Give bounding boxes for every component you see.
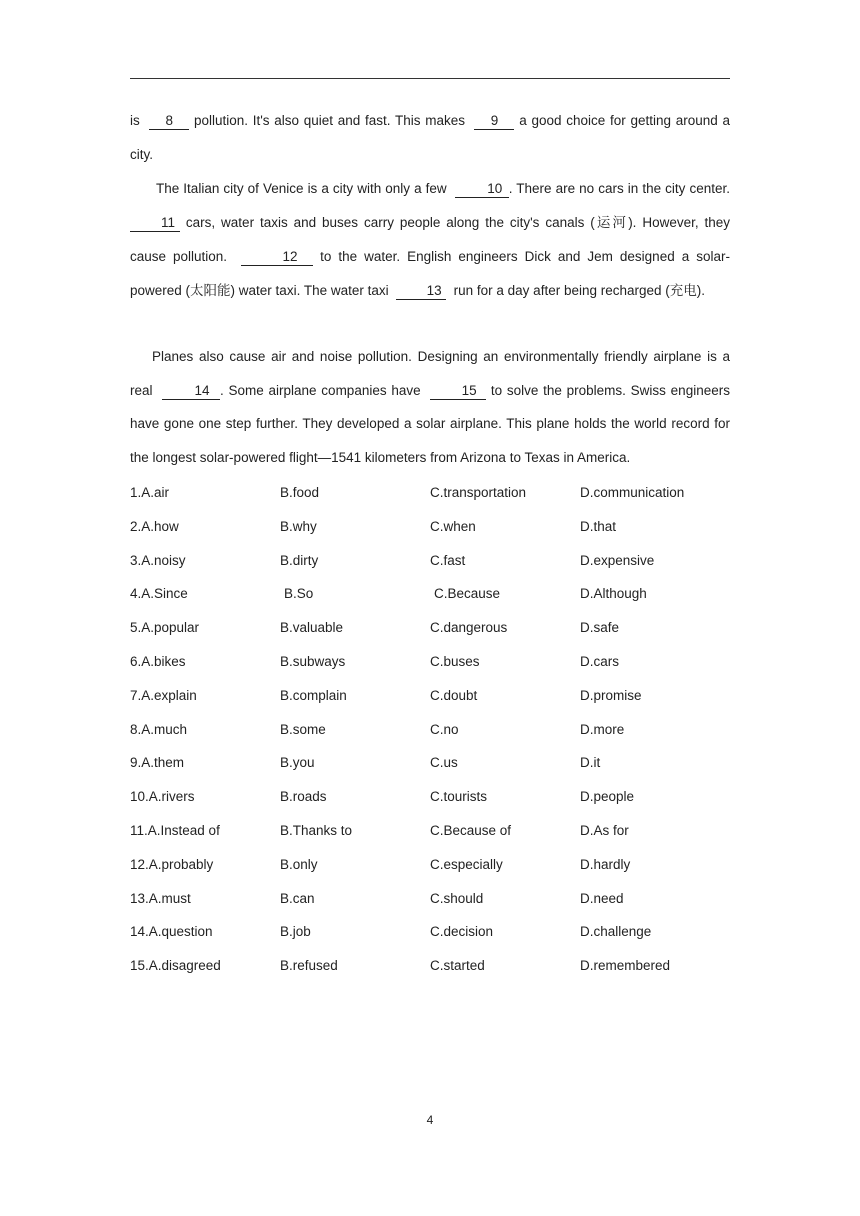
- option-c: C.us: [430, 755, 458, 771]
- option-c: C.Because of: [430, 822, 512, 838]
- option-row: [130, 645, 730, 679]
- option-row: [130, 577, 730, 611]
- option-c: C.decision: [430, 924, 494, 940]
- option-row: [130, 476, 730, 510]
- option-a: 8.A.much: [130, 721, 188, 737]
- option-a: 12.A.probably: [130, 856, 214, 872]
- answer-options: [130, 476, 730, 983]
- option-a: 2.A.how: [130, 518, 179, 534]
- option-c: C.dangerous: [430, 620, 508, 636]
- option-row: [130, 510, 730, 544]
- option-c: C.buses: [430, 653, 480, 669]
- option-d: D.As for: [580, 822, 629, 838]
- option-row: [130, 544, 730, 578]
- option-a: 1.A.air: [130, 485, 170, 500]
- option-a: 13.A.must: [130, 890, 191, 906]
- option-d: D.cars: [580, 653, 620, 669]
- option-b: B.complain: [280, 687, 347, 703]
- option-c: C.when: [430, 518, 476, 534]
- option-b: B.food: [280, 485, 320, 500]
- blank-9: 9: [474, 112, 514, 130]
- option-c: C.started: [430, 958, 485, 974]
- option-d: D.it: [580, 755, 601, 771]
- option-a: 4.A.Since: [130, 586, 188, 602]
- option-c: C.tourists: [430, 789, 488, 805]
- passage-paragraph-3: Planes also cause air and noise pollution. Designing an environmentally friendly airplane is a real 14 . Some airplane companies have 15 to solve the problems. Swiss engineers have gone one step further. They developed a solar airplane. This plane holds the world record for the longest solar-powered flight—1541 kilometers from Arizona to Texas in America.: [130, 349, 730, 466]
- option-d: D.safe: [580, 620, 620, 636]
- option-d: D.that: [580, 518, 617, 534]
- option-b: B.job: [280, 924, 311, 940]
- option-b: B.only: [280, 856, 318, 872]
- option-a: 3.A.noisy: [130, 552, 186, 568]
- passage-paragraph-1: is 8 pollution. It's also quiet and fast. This makes 9 a good choice for getting around a city.: [130, 113, 730, 162]
- option-b: B.you: [280, 755, 315, 771]
- page-number: 4: [426, 1113, 434, 1127]
- header-rule: [130, 78, 730, 79]
- option-b: B.valuable: [280, 620, 344, 636]
- option-c: C.Because: [434, 586, 501, 602]
- option-d: D.more: [580, 721, 625, 737]
- option-b: B.Thanks to: [280, 822, 353, 838]
- option-b: B.roads: [280, 789, 327, 805]
- option-row: [130, 780, 730, 814]
- blank-8: 8: [149, 112, 189, 130]
- option-row: [130, 882, 730, 916]
- option-c: C.fast: [430, 552, 466, 568]
- option-row: [130, 848, 730, 882]
- blank-13: 13: [396, 282, 446, 300]
- option-b: B.why: [280, 518, 317, 534]
- option-d: D.promise: [580, 687, 642, 703]
- option-row: [130, 949, 730, 983]
- option-row: [130, 915, 730, 949]
- option-a: 9.A.them: [130, 755, 185, 771]
- option-d: D.hardly: [580, 856, 631, 872]
- option-row: [130, 746, 730, 780]
- option-c: C.transportation: [430, 485, 527, 500]
- option-d: D.need: [580, 890, 624, 906]
- option-row: [130, 713, 730, 747]
- option-d: D.challenge: [580, 924, 652, 940]
- option-c: C.doubt: [430, 687, 478, 703]
- option-d: D.people: [580, 789, 635, 805]
- option-a: 7.A.explain: [130, 687, 197, 703]
- blank-10: 10: [455, 180, 509, 198]
- option-row: [130, 611, 730, 645]
- option-row: [130, 679, 730, 713]
- option-c: C.especially: [430, 856, 503, 872]
- option-row: [130, 814, 730, 848]
- blank-11: 11: [130, 214, 180, 232]
- option-d: D.Although: [580, 586, 647, 602]
- option-d: D.expensive: [580, 552, 655, 568]
- option-a: 11.A.Instead of: [130, 822, 220, 838]
- option-b: B.some: [280, 721, 326, 737]
- option-a: 10.A.rivers: [130, 789, 195, 805]
- option-b: B.can: [280, 890, 315, 906]
- option-b: B.refused: [280, 958, 338, 974]
- option-b: B.dirty: [280, 552, 319, 568]
- option-a: 14.A.question: [130, 924, 213, 940]
- option-c: C.should: [430, 890, 484, 906]
- option-b: B.So: [284, 586, 314, 602]
- passage-paragraph-2: The Italian city of Venice is a city with only a few 10 . There are no cars in the city center. 11 cars, water taxis and buses carry people along the city's canals (运河). However, they cause pollution. 12 to the water. English engineers Dick and Jem designed a solar-powered (太阳能) water taxi. The water taxi 13 run for a day after being recharged (充电).: [130, 181, 731, 300]
- blank-15: 15: [430, 382, 486, 400]
- option-d: D.communication: [580, 485, 685, 500]
- option-b: B.subways: [280, 653, 346, 669]
- option-c: C.no: [430, 721, 459, 737]
- blank-14: 14: [162, 382, 220, 400]
- option-a: 6.A.bikes: [130, 653, 186, 669]
- option-d: D.remembered: [580, 958, 671, 974]
- option-a: 15.A.disagreed: [130, 958, 221, 974]
- option-a: 5.A.popular: [130, 620, 200, 636]
- blank-12: 12: [241, 248, 313, 266]
